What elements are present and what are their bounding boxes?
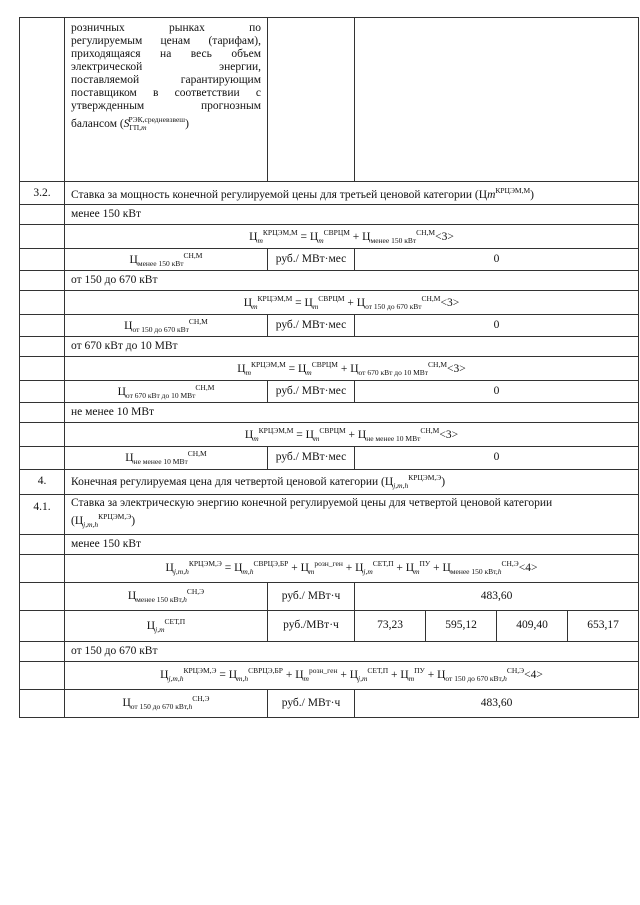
value: 483,60 xyxy=(355,582,639,610)
category-label: от 150 до 670 кВт xyxy=(65,271,639,291)
section-title: Ставка за электрическую энергию конечной регулируемой цены для четвертой ценовой категории $(Ц_{j,m,h}^{КРЦЭМ,Э})$ xyxy=(65,494,639,534)
category-label: от 670 кВт до 10 МВт xyxy=(65,337,639,357)
category-label: от 150 до 670 кВт xyxy=(65,641,639,661)
unit: руб./ МВт·мес xyxy=(268,381,355,403)
param-name: $Ц_{от 670 кВт до 10 МВт}^{СН,М}$ xyxy=(65,381,268,403)
value: 409,40 xyxy=(497,610,568,641)
formula: $Ц_m^{КРЦЭМ,М} = Ц_m^{СВРЦМ} + Ц_{не менее 10 МВт}^{СН,М}<3>$ xyxy=(65,423,639,447)
continuation-row xyxy=(20,18,639,182)
section-number: 4. xyxy=(20,469,65,494)
unit: руб./ МВт·мес xyxy=(268,315,355,337)
section-number: 4.1. xyxy=(20,494,65,534)
cont-line: утвержденным прогнозным xyxy=(71,100,261,112)
param-name: $Ц_{от 150 до 670 кВт}^{СН,М}$ xyxy=(65,315,268,337)
cont-line: розничных рынках по xyxy=(71,22,261,34)
cont-line: поставщиком в соответствии с xyxy=(71,87,261,99)
unit: руб./ МВт·ч xyxy=(268,582,355,610)
category-label: менее 150 кВт xyxy=(65,534,639,554)
category-label: не менее 10 МВт xyxy=(65,403,639,423)
section-title: Ставка за мощность конечной регулируемой цены для третьей ценовой категории $(Цm^{КРЦЭМ,М})$ xyxy=(65,182,639,205)
value: 595,12 xyxy=(426,610,497,641)
section-3-2 xyxy=(20,182,639,205)
section-4-1 xyxy=(20,494,639,534)
value: 0 xyxy=(355,315,639,337)
formula: $Ц_{j,m,h}^{КРЦЭМ,Э} = Ц_{m,h}^{СВРЦЭ,БР} + Ц_m^{розн\_ген} + Ц_{j,m}^{СЕТ,П} + Ц_m^{ПУ} + Ц_{менее 150 кВт,h}^{СН,Э}<4>$ xyxy=(65,554,639,582)
cont-line: электрической энергии, xyxy=(71,61,261,73)
cont-line: поставляемой гарантирующим xyxy=(71,74,261,86)
section-title: Конечная регулируемая цена для четвертой ценовой категории $(Ц_{j,m,h}^{КРЦЭМ,Э})$ xyxy=(65,469,639,494)
tariff-table xyxy=(19,17,639,718)
section-4 xyxy=(20,469,639,494)
formula: $Ц_m^{КРЦЭМ,М} = Ц_m^{СВРЦМ} + Ц_{от 670 кВт до 10 МВт}^{СН,М}<3>$ xyxy=(65,357,639,381)
cont-line: регулируемым ценам (тарифам), xyxy=(71,35,261,47)
param-name: $Ц_{не менее 10 МВт}^{СН,М}$ xyxy=(65,447,268,469)
unit: руб./МВт·ч xyxy=(268,610,355,641)
value: 73,23 xyxy=(355,610,426,641)
param-name: $Ц_{менее 150 кВт}^{СН,М}$ xyxy=(65,249,268,271)
unit: руб./ МВт·мес xyxy=(268,249,355,271)
section-number: 3.2. xyxy=(20,182,65,205)
cont-last-line: балансом $(S_{ГП,m}^{РЭК,средневзвеш})$ xyxy=(71,115,189,133)
formula: $Ц_{j,m,h}^{КРЦЭМ,Э} = Ц_{m,h}^{СВРЦЭ,БР} + Ц_m^{розн\_ген} + Ц_{j,m}^{СЕТ,П} + Ц_m^{ПУ} + Ц_{от 150 до 670 кВт,h}^{СН,Э}<4>$ xyxy=(65,661,639,689)
param-name: $Ц_{менее 150 кВт,h}^{СН,Э}$ xyxy=(65,582,268,610)
value: 483,60 xyxy=(355,689,639,717)
formula: $Ц_m^{КРЦЭМ,М} = Ц_m^{СВРЦМ} + Ц_{от 150 до 670 кВт}^{СН,М}<3>$ xyxy=(65,291,639,315)
param-name: $Ц_{от 150 до 670 кВт,h}^{СН,Э}$ xyxy=(65,689,268,717)
formula: $Ц_m^{КРЦЭМ,М} = Ц_m^{СВРЦМ} + Ц_{менее 150 кВт}^{СН,М}<3>$ xyxy=(65,225,639,249)
value: 0 xyxy=(355,249,639,271)
category-label: менее 150 кВт xyxy=(65,205,639,225)
cont-line: приходящаяся на весь объем xyxy=(71,48,261,60)
unit: руб./ МВт·мес xyxy=(268,447,355,469)
value: 0 xyxy=(355,381,639,403)
unit: руб./ МВт·ч xyxy=(268,689,355,717)
value: 653,17 xyxy=(568,610,639,641)
param-name: $Ц_{j,m}^{СЕТ,П}$ xyxy=(65,610,268,641)
value: 0 xyxy=(355,447,639,469)
